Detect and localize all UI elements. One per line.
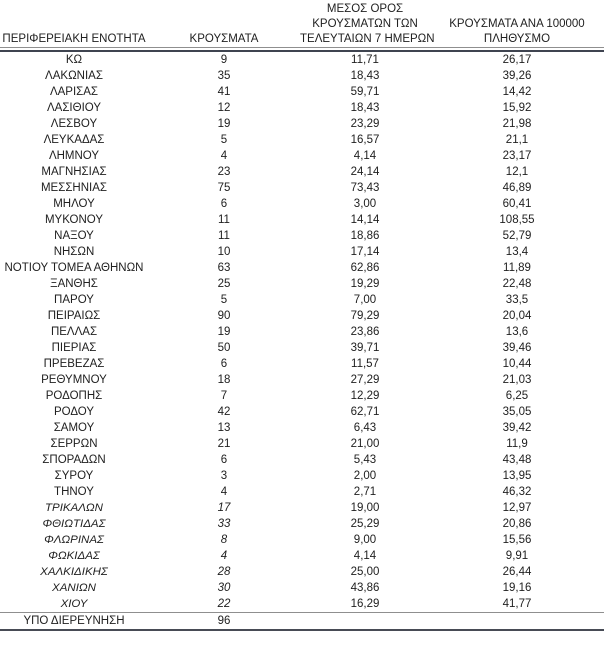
region-name-cell: ΠΙΕΡΙΑΣ <box>51 342 97 354</box>
table-row <box>0 436 604 452</box>
cases-cell: 90 <box>217 310 231 322</box>
header-avg7-line1: ΜΕΣΟΣ ΟΡΟΣ <box>326 3 404 15</box>
table-row <box>0 228 604 244</box>
cases-cell: 6 <box>220 358 228 370</box>
region-name-cell: ΠΕΙΡΑΙΩΣ <box>47 310 101 322</box>
avg7-cell: 24,14 <box>350 166 380 178</box>
avg7-cell: 11,57 <box>351 358 379 370</box>
avg7-cell: 16,29 <box>350 598 380 610</box>
per100k-cell: 108,55 <box>499 214 535 226</box>
table-row <box>0 52 604 68</box>
avg7-cell: 2,71 <box>353 486 377 498</box>
cases-cell: 7 <box>220 390 228 402</box>
table-row <box>0 276 604 292</box>
region-name-cell: ΜΕΣΣΗΝΙΑΣ <box>40 182 108 194</box>
cases-cell: 35 <box>217 70 231 82</box>
table-row <box>0 452 604 468</box>
header-per100k-col <box>430 17 604 47</box>
cases-cell: 6 <box>220 454 228 466</box>
table-row <box>0 372 604 388</box>
cases-cell: 10 <box>217 246 231 258</box>
header-per100k-line2: ΠΛΗΘΥΣΜΟ <box>483 33 551 45</box>
table-row <box>0 468 604 484</box>
cases-cell: 96 <box>217 615 231 627</box>
cases-cell: 4 <box>220 486 228 498</box>
table-row <box>0 292 604 308</box>
avg7-cell: 11,71 <box>351 54 379 66</box>
region-name-cell: ΝΗΣΩΝ <box>53 246 95 258</box>
avg7-cell: 19,00 <box>350 502 380 514</box>
table-row <box>0 164 604 180</box>
region-name-cell: ΞΑΝΘΗΣ <box>50 278 98 290</box>
avg7-cell: 25,29 <box>350 518 380 530</box>
header-avg7-line3: ΤΕΛΕΥΤΑΙΩΝ 7 ΗΜΕΡΩΝ <box>300 33 435 45</box>
table-row <box>0 180 604 196</box>
per100k-cell: 10,44 <box>502 358 532 370</box>
table-row <box>0 420 604 436</box>
cases-cell: 19 <box>217 118 231 130</box>
per100k-cell: 21,98 <box>502 118 532 130</box>
avg7-cell: 62,86 <box>350 262 380 274</box>
region-name-cell: ΠΕΛΛΑΣ <box>50 326 98 338</box>
avg7-cell: 9,00 <box>353 534 377 546</box>
cases-cell: 6 <box>220 198 228 210</box>
per100k-cell: 15,92 <box>502 102 532 114</box>
avg7-cell: 73,43 <box>350 182 380 194</box>
cases-cell: 5 <box>220 134 228 146</box>
region-name-cell: ΛΑΡΙΣΑΣ <box>49 86 99 98</box>
cases-cell: 33 <box>217 518 231 530</box>
per100k-cell: 60,41 <box>502 198 532 210</box>
cases-cell: 30 <box>217 582 231 594</box>
table-row <box>0 260 604 276</box>
table-row <box>0 132 604 148</box>
per100k-cell: 39,46 <box>502 342 532 354</box>
avg7-cell: 18,43 <box>350 102 380 114</box>
avg7-cell: 43,86 <box>350 582 380 594</box>
avg7-cell: 27,29 <box>350 374 380 386</box>
per100k-cell: 41,77 <box>502 598 532 610</box>
per100k-cell: 12,97 <box>502 502 532 514</box>
avg7-cell: 19,29 <box>350 278 380 290</box>
per100k-cell: 13,4 <box>505 246 529 258</box>
table-row <box>0 308 604 324</box>
avg7-cell: 23,86 <box>350 326 380 338</box>
region-name-cell: ΡΟΔΟΥ <box>53 406 95 418</box>
avg7-cell: 12,29 <box>350 390 380 402</box>
header-cases-label: ΚΡΟΥΣΜΑΤΑ <box>189 33 259 45</box>
avg7-cell: 6,43 <box>353 422 377 434</box>
header-region-col <box>0 32 148 47</box>
region-name-cell: ΥΠΟ ΔΙΕΡΕΥΝΗΣΗ <box>23 615 125 627</box>
region-name-cell: ΝΑΞΟΥ <box>54 230 94 242</box>
table-row <box>0 564 604 580</box>
cases-cell: 12 <box>217 102 231 114</box>
table-bottom-border <box>0 629 604 631</box>
table-row <box>0 613 604 629</box>
per100k-cell: 23,17 <box>502 150 532 162</box>
avg7-cell: 2,00 <box>353 470 377 482</box>
per100k-cell: 11,89 <box>503 262 531 274</box>
per100k-cell: 13,6 <box>505 326 529 338</box>
per100k-cell: 20,04 <box>502 310 532 322</box>
cases-cell: 28 <box>217 566 231 578</box>
per100k-cell: 19,16 <box>502 582 532 594</box>
table-row <box>0 100 604 116</box>
table-row <box>0 84 604 100</box>
cases-cell: 75 <box>217 182 231 194</box>
table-row <box>0 148 604 164</box>
cases-cell: 63 <box>217 262 231 274</box>
region-name-cell: ΡΕΘΥΜΝΟΥ <box>41 374 107 386</box>
per100k-cell: 21,1 <box>505 134 529 146</box>
table-row <box>0 244 604 260</box>
table-row <box>0 356 604 372</box>
cases-cell: 41 <box>217 86 231 98</box>
per100k-cell: 22,48 <box>502 278 532 290</box>
avg7-cell: 23,29 <box>350 118 380 130</box>
table-header <box>0 0 604 48</box>
region-name-cell: ΧΙΟΥ <box>60 598 88 610</box>
cases-cell: 4 <box>220 150 228 162</box>
region-name-cell: ΣΠΟΡΑΔΩΝ <box>42 454 106 466</box>
table-row <box>0 340 604 356</box>
per100k-cell: 33,5 <box>505 294 529 306</box>
cases-cell: 4 <box>220 550 228 562</box>
header-avg7-col <box>300 2 435 47</box>
header-region-label: ΠΕΡΙΦΕΡΕΙΑΚΗ ΕΝΟΤΗΤΑ <box>2 33 146 45</box>
region-name-cell: ΧΑΝΙΩΝ <box>52 582 96 594</box>
region-name-cell: ΠΡΕΒΕΖΑΣ <box>43 358 105 370</box>
table-row <box>0 500 604 516</box>
table-row <box>0 388 604 404</box>
per100k-cell: 26,44 <box>502 566 532 578</box>
table-row <box>0 68 604 84</box>
region-name-cell: ΤΡΙΚΑΛΩΝ <box>45 502 103 514</box>
per100k-cell: 6,25 <box>505 390 529 402</box>
per100k-cell: 46,32 <box>502 486 532 498</box>
region-name-cell: ΤΗΝΟΥ <box>54 486 94 498</box>
region-name-cell: ΦΘΙΩΤΙΔΑΣ <box>42 518 106 530</box>
avg7-cell: 4,14 <box>353 550 377 562</box>
header-cases-col <box>148 32 300 47</box>
table-row <box>0 324 604 340</box>
per100k-cell: 14,42 <box>502 86 532 98</box>
avg7-cell: 7,00 <box>353 294 377 306</box>
avg7-cell <box>300 613 430 629</box>
region-name-cell: ΛΕΥΚΑΔΑΣ <box>43 134 105 146</box>
cases-cell: 11 <box>218 214 230 226</box>
cases-cell: 9 <box>220 54 228 66</box>
region-name-cell: ΜΗΛΟΥ <box>53 198 95 210</box>
region-name-cell: ΛΗΜΝΟΥ <box>48 150 100 162</box>
per100k-cell: 20,86 <box>502 518 532 530</box>
avg7-cell: 25,00 <box>350 566 380 578</box>
cases-cell: 19 <box>217 326 231 338</box>
avg7-cell: 62,71 <box>350 406 380 418</box>
cases-cell: 42 <box>217 406 231 418</box>
avg7-cell: 21,00 <box>350 438 380 450</box>
region-name-cell: ΦΩΚΙΔΑΣ <box>48 550 100 562</box>
per100k-cell: 43,48 <box>502 454 532 466</box>
cases-cell: 23 <box>217 166 231 178</box>
cases-cell: 5 <box>220 294 228 306</box>
avg7-cell: 14,14 <box>350 214 380 226</box>
region-name-cell: ΧΑΛΚΙΔΙΚΗΣ <box>40 566 108 578</box>
per100k-cell <box>430 613 604 629</box>
region-name-cell: ΣΥΡΟΥ <box>54 470 94 482</box>
cases-cell: 18 <box>217 374 231 386</box>
cases-cell: 13 <box>217 422 231 434</box>
avg7-cell: 18,86 <box>350 230 380 242</box>
cases-cell: 8 <box>220 534 228 546</box>
region-name-cell: ΛΑΣΙΘΙΟΥ <box>46 102 102 114</box>
per100k-cell: 21,03 <box>502 374 532 386</box>
cases-cell: 3 <box>220 470 228 482</box>
header-avg7-line2: ΚΡΟΥΣΜΑΤΩΝ ΤΩΝ <box>312 18 418 30</box>
cases-cell: 22 <box>217 598 231 610</box>
table-row <box>0 196 604 212</box>
per100k-cell: 52,79 <box>502 230 532 242</box>
region-name-cell: ΜΥΚΟΝΟΥ <box>44 214 104 226</box>
cases-cell: 21 <box>217 438 231 450</box>
region-name-cell: ΣΕΡΡΩΝ <box>50 438 98 450</box>
per100k-cell: 11,9 <box>506 438 528 450</box>
per100k-cell: 39,26 <box>502 70 532 82</box>
cases-cell: 50 <box>217 342 231 354</box>
table-row <box>0 404 604 420</box>
avg7-cell: 16,57 <box>350 134 380 146</box>
region-name-cell: ΛΕΣΒΟΥ <box>50 118 98 130</box>
cases-cell: 17 <box>217 502 231 514</box>
table-row <box>0 596 604 613</box>
cases-cell: 11 <box>218 230 230 242</box>
table-row <box>0 516 604 532</box>
region-name-cell: ΡΟΔΟΠΗΣ <box>45 390 103 402</box>
table-row <box>0 580 604 596</box>
avg7-cell: 5,43 <box>353 454 377 466</box>
region-name-cell: ΣΑΜΟΥ <box>53 422 95 434</box>
region-name-cell: ΦΛΩΡΙΝΑΣ <box>44 534 104 546</box>
per100k-cell: 26,17 <box>502 54 532 66</box>
per100k-cell: 39,42 <box>502 422 532 434</box>
avg7-cell: 18,43 <box>350 70 380 82</box>
region-name-cell: ΛΑΚΩΝΙΑΣ <box>45 70 103 82</box>
avg7-cell: 39,71 <box>350 342 380 354</box>
per100k-cell: 35,05 <box>502 406 532 418</box>
per100k-cell: 46,89 <box>502 182 532 194</box>
region-name-cell: ΠΑΡΟΥ <box>54 294 94 306</box>
table-row <box>0 532 604 548</box>
table-row <box>0 116 604 132</box>
per100k-cell: 13,95 <box>502 470 532 482</box>
avg7-cell: 17,14 <box>350 246 380 258</box>
table-body <box>0 52 604 629</box>
table-row <box>0 484 604 500</box>
region-name-cell: ΚΩ <box>65 54 83 66</box>
per100k-cell: 15,56 <box>502 534 532 546</box>
avg7-cell: 59,71 <box>350 86 380 98</box>
region-name-cell: ΜΑΓΝΗΣΙΑΣ <box>41 166 107 178</box>
avg7-cell: 79,29 <box>350 310 380 322</box>
avg7-cell: 3,00 <box>353 198 377 210</box>
table-row <box>0 548 604 564</box>
avg7-cell: 4,14 <box>353 150 377 162</box>
per100k-cell: 12,1 <box>505 166 529 178</box>
cases-cell: 25 <box>217 278 231 290</box>
per100k-cell: 9,91 <box>505 550 529 562</box>
header-per100k-line1: ΚΡΟΥΣΜΑΤΑ ΑΝΑ 100000 <box>449 18 585 30</box>
table-row <box>0 212 604 228</box>
region-name-cell: ΝΟΤΙΟΥ ΤΟΜΕΑ ΑΘΗΝΩΝ <box>4 262 144 274</box>
